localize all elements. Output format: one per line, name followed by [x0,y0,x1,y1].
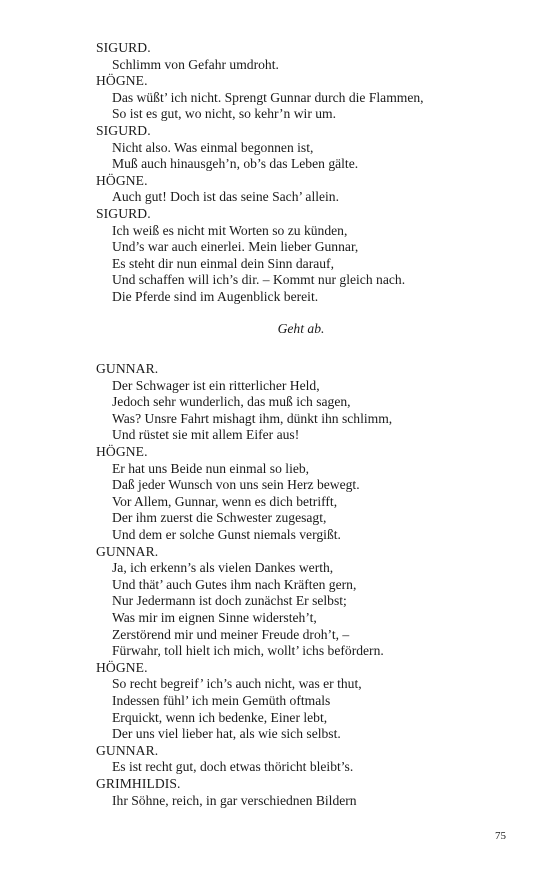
speech-block [96,444,526,544]
verse-line: Schlimm von Gefahr umdroht. [112,56,279,72]
speaker-name: GRIMHILDIS. [96,775,181,791]
verse-line: Und dem er solche Gunst niemals vergißt. [112,527,341,543]
verse-line: Muß auch hinausgeh’n, ob’s das Leben gälte. [112,156,359,172]
verse-line: Es steht dir nun einmal dein Sinn darauf, [112,255,334,271]
speech-block [96,776,526,809]
speech-block [96,73,526,123]
speaker-name: HÖGNE. [96,73,148,89]
verse-line: So recht begreif’ ich’s auch nicht, was er thut, [112,676,362,692]
speech-block [96,743,526,776]
verse-line: Der Schwager ist ein ritterlicher Held, [112,377,320,393]
speech-block [96,40,526,73]
verse-line: Und thät’ auch Gutes ihm nach Kräften gern, [112,576,357,592]
verse-line: Fürwahr, toll hielt ich mich, wollt’ ichs befördern. [112,643,384,659]
verse-line: Ja, ich erkenn’s als vielen Dankes werth, [112,560,334,576]
speaker-name: GUNNAR. [96,543,159,559]
speech-block [96,660,526,743]
speech-block [96,544,526,660]
page-number: 75 [495,830,506,842]
speaker-name: HÖGNE. [96,172,148,188]
verse-line: Zerstörend mir und meiner Freude droh’t, – [112,626,350,642]
verse-line: Ihr Söhne, reich, in gar verschiednen Bildern [112,792,357,808]
verse-line: Was? Unsre Fahrt mishagt ihm, dünkt ihn schlimm, [112,410,393,426]
verse-line: Und’s war auch einerlei. Mein lieber Gunnar, [112,239,359,255]
speaker-name: GUNNAR. [96,361,159,377]
verse-line: Es ist recht gut, doch etwas thöricht bleibt’s. [112,759,354,775]
speaker-name: GUNNAR. [96,742,159,758]
play-text [96,40,526,809]
verse-line: Und rüstet sie mit allem Eifer aus! [112,427,300,443]
speaker-name: SIGURD. [96,40,151,55]
speech-block [96,123,526,173]
verse-line: Indessen fühl’ ich mein Gemüth oftmals [112,692,331,708]
verse-line: Auch gut! Doch ist das seine Sach’ allein. [112,189,340,205]
verse-line: Erquickt, wenn ich bedenke, Einer lebt, [112,709,328,725]
verse-line: Und schaffen will ich’s dir. – Kommt nur gleich nach. [112,272,406,288]
verse-line: Der uns viel lieber hat, als wie sich selbst. [112,726,341,742]
verse-line: Die Pferde sind im Augenblick bereit. [112,288,319,304]
verse-line: Daß jeder Wunsch von uns sein Herz bewegt. [112,477,360,493]
speaker-name: SIGURD. [96,205,151,221]
speech-block [96,173,526,206]
verse-line: Was mir im eignen Sinne widersteh’t, [112,610,317,625]
verse-line: Jedoch sehr wunderlich, das muß ich sagen, [112,394,351,410]
speech-block [96,206,526,306]
verse-line: Vor Allem, Gunnar, wenn es dich betrifft, [112,493,338,509]
speaker-name: HÖGNE. [96,444,148,460]
verse-line: Er hat uns Beide nun einmal so lieb, [112,460,310,476]
verse-line: So ist es gut, wo nicht, so kehr’n wir um. [112,106,337,122]
speaker-name: SIGURD. [96,122,151,138]
verse-line: Der ihm zuerst die Schwester zugesagt, [112,510,327,526]
verse-line: Das wüßt’ ich nicht. Sprengt Gunnar durch die Flammen, [112,89,424,105]
stage-direction: Geht ab. [277,320,325,336]
speech-block [96,361,526,444]
speaker-name: HÖGNE. [96,659,148,675]
verse-line: Ich weiß es nicht mit Worten so zu künden, [112,222,348,238]
verse-line: Nur Jedermann ist doch zunächst Er selbst; [112,593,347,609]
verse-line: Nicht also. Was einmal begonnen ist, [112,139,314,155]
